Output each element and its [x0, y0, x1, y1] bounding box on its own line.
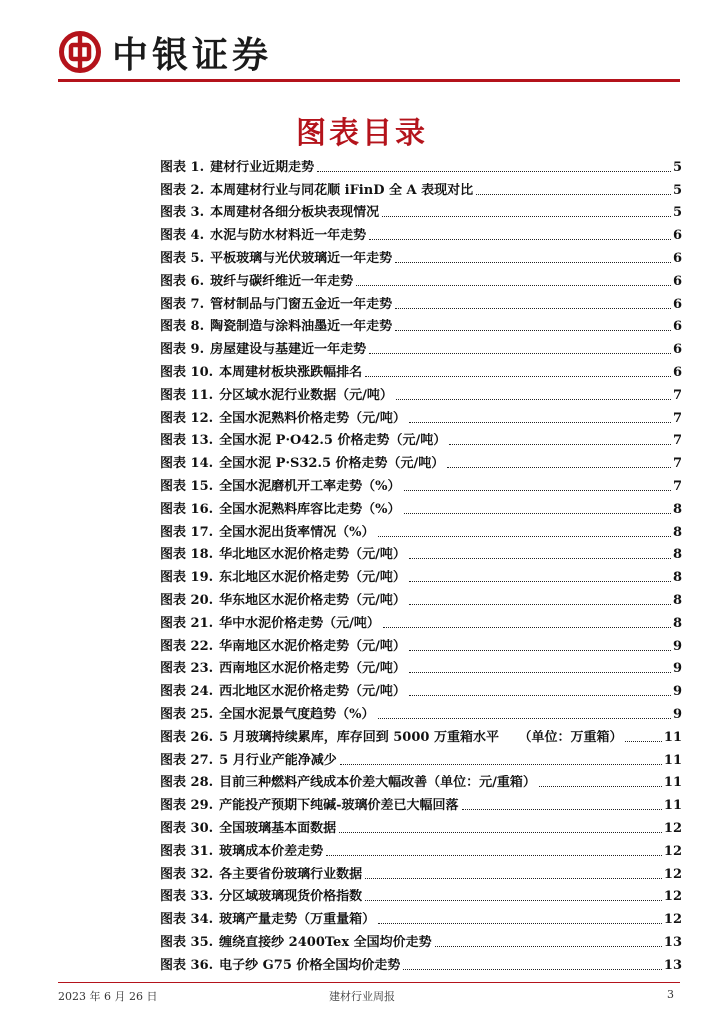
toc-entry-label: 图表 4.: [160, 228, 205, 244]
toc-entry-label: 图表 10.: [160, 364, 214, 380]
toc-dot-leader: [339, 832, 662, 833]
toc-entry-label: 图表 30.: [160, 820, 214, 836]
toc-entry-page: 11: [663, 775, 682, 791]
toc-dot-leader: [409, 422, 671, 423]
toc-entry-page: 8: [672, 615, 682, 631]
toc-entry-page: 8: [672, 570, 682, 586]
toc-entry-page: 6: [672, 296, 682, 312]
toc-entry-title: 本周建材各细分板块表现情况: [210, 205, 380, 221]
page-title: 图表目录: [296, 116, 428, 151]
toc-entry-label: 图表 32.: [160, 866, 214, 882]
toc-entry-label: 图表 5.: [160, 250, 205, 266]
toc-entry[interactable]: [160, 175, 682, 198]
toc-entry-label: 图表 31.: [160, 843, 214, 859]
toc-entry-label: 图表 34.: [160, 912, 214, 928]
toc-entry-label: 图表 1.: [160, 159, 205, 175]
toc-dot-leader: [409, 650, 671, 651]
toc-entry-title: 缠绕直接纱 2400Tex 全国均价走势: [219, 934, 432, 950]
toc-entry-title: 5 月行业产能净减少: [219, 752, 337, 768]
toc-entry-title: 西南地区水泥价格走势（元/吨）: [219, 661, 406, 677]
toc-entry-title: 全国水泥景气度趋势（%）: [219, 706, 375, 722]
toc-entry-title: 目前三种燃料产线成本价差大幅改善（单位：元/重箱）: [219, 775, 536, 791]
toc-entry-label: 图表 19.: [160, 570, 214, 586]
toc-entry[interactable]: [160, 768, 682, 791]
toc-entry-label: 图表 2.: [160, 182, 205, 198]
toc-entry-page: 8: [672, 524, 682, 540]
toc-entry-page: 9: [672, 661, 682, 677]
toc-entry-page: 12: [663, 889, 682, 905]
toc-entry[interactable]: [160, 676, 682, 699]
brand-name: 中银证券: [112, 34, 273, 76]
toc-entry-label: 图表 20.: [160, 592, 214, 608]
toc-entry-label: 图表 26.: [160, 729, 214, 745]
toc-entry-title: 房屋建设与基建近一年走势: [210, 342, 367, 358]
toc-entry[interactable]: [160, 859, 682, 882]
toc-entry-label: 图表 12.: [160, 410, 214, 426]
toc-entry-label: 图表 33.: [160, 889, 214, 905]
toc-dot-leader: [378, 718, 671, 719]
toc-entry-title: 全国水泥熟料库容比走势（%）: [219, 501, 401, 517]
toc-entry-page: 6: [672, 250, 682, 266]
toc-entry-page: 9: [672, 706, 682, 722]
toc-dot-leader: [378, 536, 671, 537]
toc-dot-leader: [383, 627, 671, 628]
toc-entry-page: 12: [663, 820, 682, 836]
toc-entry[interactable]: [160, 403, 682, 426]
toc-entry-title: 分区域玻璃现货价格指数: [219, 889, 363, 905]
toc-dot-leader: [365, 900, 662, 901]
toc-dot-leader: [382, 216, 671, 217]
toc-dot-leader: [369, 239, 671, 240]
toc-dot-leader: [409, 672, 671, 673]
toc-entry-page: 7: [672, 410, 682, 426]
toc-entry-page: 7: [672, 456, 682, 472]
toc-entry-page: 6: [672, 364, 682, 380]
footer-page-number: 3: [667, 988, 674, 1001]
toc-entry-page: 9: [672, 638, 682, 654]
toc-entry[interactable]: [160, 722, 682, 745]
toc-entry-title: 全国水泥出货率情况（%）: [219, 524, 375, 540]
toc-entry-label: 图表 11.: [160, 387, 214, 403]
toc-entry[interactable]: [160, 904, 682, 927]
toc-entry[interactable]: [160, 266, 682, 289]
toc-entry-title: 玻璃成本价差走势: [219, 843, 324, 859]
toc-entry[interactable]: [160, 882, 682, 905]
toc-entry[interactable]: [160, 745, 682, 768]
toc-entry-label: 图表 17.: [160, 524, 214, 540]
toc-dot-leader: [365, 878, 662, 879]
toc-dot-leader: [447, 467, 671, 468]
toc-entry-label: 图表 7.: [160, 296, 205, 312]
toc-entry-page: 6: [672, 319, 682, 335]
toc-entry-page: 11: [663, 752, 682, 768]
toc-entry[interactable]: [160, 608, 682, 631]
toc-entry-title: 全国水泥 P·O42.5 价格走势（元/吨）: [219, 433, 447, 449]
toc-entry-page: 5: [672, 205, 682, 221]
toc-entry-title: 建材行业近期走势: [210, 159, 315, 175]
toc-entry-title: 全国玻璃基本面数据: [219, 820, 337, 836]
toc-entry-title: 本周建材行业与同花顺 iFinD 全 A 表现对比: [210, 182, 474, 198]
toc-entry-title: 陶瓷制造与涂料油墨近一年走势: [210, 319, 393, 335]
toc-entry-title: 华中水泥价格走势（元/吨）: [219, 615, 380, 631]
toc-dot-leader: [404, 490, 671, 491]
toc-entry-title: 全国水泥熟料价格走势（元/吨）: [219, 410, 406, 426]
toc-entry[interactable]: [160, 517, 682, 540]
toc-entry-page: 6: [672, 273, 682, 289]
toc-entry-label: 图表 3.: [160, 205, 205, 221]
toc-entry[interactable]: [160, 289, 682, 312]
toc-entry-title: 华南地区水泥价格走势（元/吨）: [219, 638, 406, 654]
toc-dot-leader: [395, 330, 671, 331]
footer-report-type: 建材行业周报: [329, 990, 395, 1003]
toc-entry-label: 图表 13.: [160, 433, 214, 449]
toc-entry-page: 8: [672, 501, 682, 517]
toc-entry[interactable]: [160, 927, 682, 950]
toc-entry-label: 图表 27.: [160, 752, 214, 768]
toc-entry-title: 东北地区水泥价格走势（元/吨）: [219, 570, 406, 586]
toc-entry-label: 图表 8.: [160, 319, 205, 335]
toc-entry[interactable]: [160, 471, 682, 494]
toc-entry-page: 11: [663, 729, 682, 745]
footer-date: 2023 年 6 月 26 日: [58, 990, 158, 1003]
toc-entry-label: 图表 6.: [160, 273, 205, 289]
toc-entry-page: 13: [663, 957, 682, 973]
toc-entry-page: 5: [672, 159, 682, 175]
toc-dot-leader: [356, 285, 671, 286]
toc-entry[interactable]: [160, 220, 682, 243]
toc-entry[interactable]: [160, 631, 682, 654]
table-of-figures: [160, 152, 682, 973]
toc-dot-leader: [317, 171, 671, 172]
toc-entry-title: 各主要省份玻璃行业数据: [219, 866, 363, 882]
toc-dot-leader: [365, 376, 671, 377]
toc-entry[interactable]: [160, 494, 682, 517]
toc-entry-title: 玻纤与碳纤维近一年走势: [210, 273, 354, 289]
toc-entry[interactable]: [160, 334, 682, 357]
header: [58, 28, 272, 76]
toc-entry-page: 12: [663, 912, 682, 928]
toc-entry[interactable]: [160, 836, 682, 859]
toc-dot-leader: [340, 764, 662, 765]
bank-of-china-logo-icon: [58, 30, 102, 74]
toc-entry-page: 8: [672, 592, 682, 608]
toc-dot-leader: [435, 946, 662, 947]
toc-entry[interactable]: [160, 152, 682, 175]
toc-entry[interactable]: [160, 426, 682, 449]
toc-entry-page: 7: [672, 433, 682, 449]
toc-dot-leader: [369, 353, 671, 354]
toc-entry-title: 华北地区水泥价格走势（元/吨）: [219, 547, 406, 563]
toc-entry-title: 水泥与防水材料近一年走势: [210, 228, 367, 244]
toc-entry-label: 图表 29.: [160, 798, 214, 814]
toc-entry-label: 图表 9.: [160, 342, 205, 358]
toc-entry-label: 图表 16.: [160, 501, 214, 517]
toc-entry-label: 图表 14.: [160, 456, 214, 472]
toc-entry-title: 全国水泥磨机开工率走势（%）: [219, 478, 401, 494]
toc-entry[interactable]: [160, 540, 682, 563]
toc-dot-leader: [409, 581, 671, 582]
toc-entry[interactable]: [160, 357, 682, 380]
toc-entry-title: 管材制品与门窗五金近一年走势: [210, 296, 393, 312]
toc-dot-leader: [625, 741, 661, 742]
toc-entry-label: 图表 15.: [160, 478, 214, 494]
toc-entry-page: 5: [672, 182, 682, 198]
toc-entry[interactable]: [160, 198, 682, 221]
toc-entry-label: 图表 18.: [160, 547, 214, 563]
toc-entry-page: 7: [672, 387, 682, 403]
toc-entry-title: 玻璃产量走势（万重量箱）: [219, 912, 376, 928]
footer-divider: [58, 982, 680, 983]
toc-entry-title: 本周建材板块涨跌幅排名: [219, 364, 363, 380]
toc-entry-title: 全国水泥 P·S32.5 价格走势（元/吨）: [219, 456, 445, 472]
toc-entry[interactable]: [160, 243, 682, 266]
toc-dot-leader: [462, 809, 662, 810]
toc-dot-leader: [539, 786, 662, 787]
toc-entry-title: 5 月玻璃持续累库，库存回到 5000 万重箱水平 （单位：万重箱）: [219, 729, 623, 745]
toc-entry[interactable]: [160, 790, 682, 813]
toc-entry-label: 图表 24.: [160, 684, 214, 700]
toc-entry-title: 平板玻璃与光伏玻璃近一年走势: [210, 250, 393, 266]
toc-dot-leader: [449, 444, 671, 445]
header-divider: [58, 79, 680, 82]
toc-entry-page: 6: [672, 228, 682, 244]
toc-dot-leader: [476, 194, 671, 195]
toc-entry-label: 图表 35.: [160, 934, 214, 950]
toc-dot-leader: [378, 923, 662, 924]
toc-dot-leader: [409, 695, 671, 696]
toc-dot-leader: [326, 855, 662, 856]
toc-entry-label: 图表 36.: [160, 957, 214, 973]
toc-entry-title: 电子纱 G75 价格全国均价走势: [219, 957, 401, 973]
toc-entry-title: 华东地区水泥价格走势（元/吨）: [219, 592, 406, 608]
toc-entry[interactable]: [160, 654, 682, 677]
toc-entry[interactable]: [160, 585, 682, 608]
toc-entry[interactable]: [160, 950, 682, 973]
toc-entry-label: 图表 25.: [160, 706, 214, 722]
toc-entry[interactable]: [160, 813, 682, 836]
toc-entry-page: 6: [672, 342, 682, 358]
toc-entry[interactable]: [160, 699, 682, 722]
toc-entry[interactable]: [160, 448, 682, 471]
toc-dot-leader: [409, 558, 671, 559]
toc-entry-label: 图表 23.: [160, 661, 214, 677]
toc-dot-leader: [403, 969, 662, 970]
toc-entry-title: 西北地区水泥价格走势（元/吨）: [219, 684, 406, 700]
toc-entry-page: 13: [663, 934, 682, 950]
toc-entry[interactable]: [160, 312, 682, 335]
toc-dot-leader: [395, 308, 671, 309]
toc-dot-leader: [396, 399, 671, 400]
toc-entry-label: 图表 28.: [160, 775, 214, 791]
toc-entry-page: 7: [672, 478, 682, 494]
toc-dot-leader: [395, 262, 671, 263]
toc-entry-page: 12: [663, 866, 682, 882]
toc-entry[interactable]: [160, 380, 682, 403]
toc-entry-page: 8: [672, 547, 682, 563]
toc-entry-label: 图表 21.: [160, 615, 214, 631]
toc-entry-title: 产能投产预期下纯碱-玻璃价差已大幅回落: [219, 798, 459, 814]
toc-dot-leader: [404, 513, 671, 514]
toc-entry-label: 图表 22.: [160, 638, 214, 654]
toc-dot-leader: [409, 604, 671, 605]
toc-entry-page: 9: [672, 684, 682, 700]
toc-entry[interactable]: [160, 562, 682, 585]
toc-entry-page: 11: [663, 798, 682, 814]
toc-entry-page: 12: [663, 843, 682, 859]
toc-entry-title: 分区域水泥行业数据（元/吨）: [219, 387, 393, 403]
